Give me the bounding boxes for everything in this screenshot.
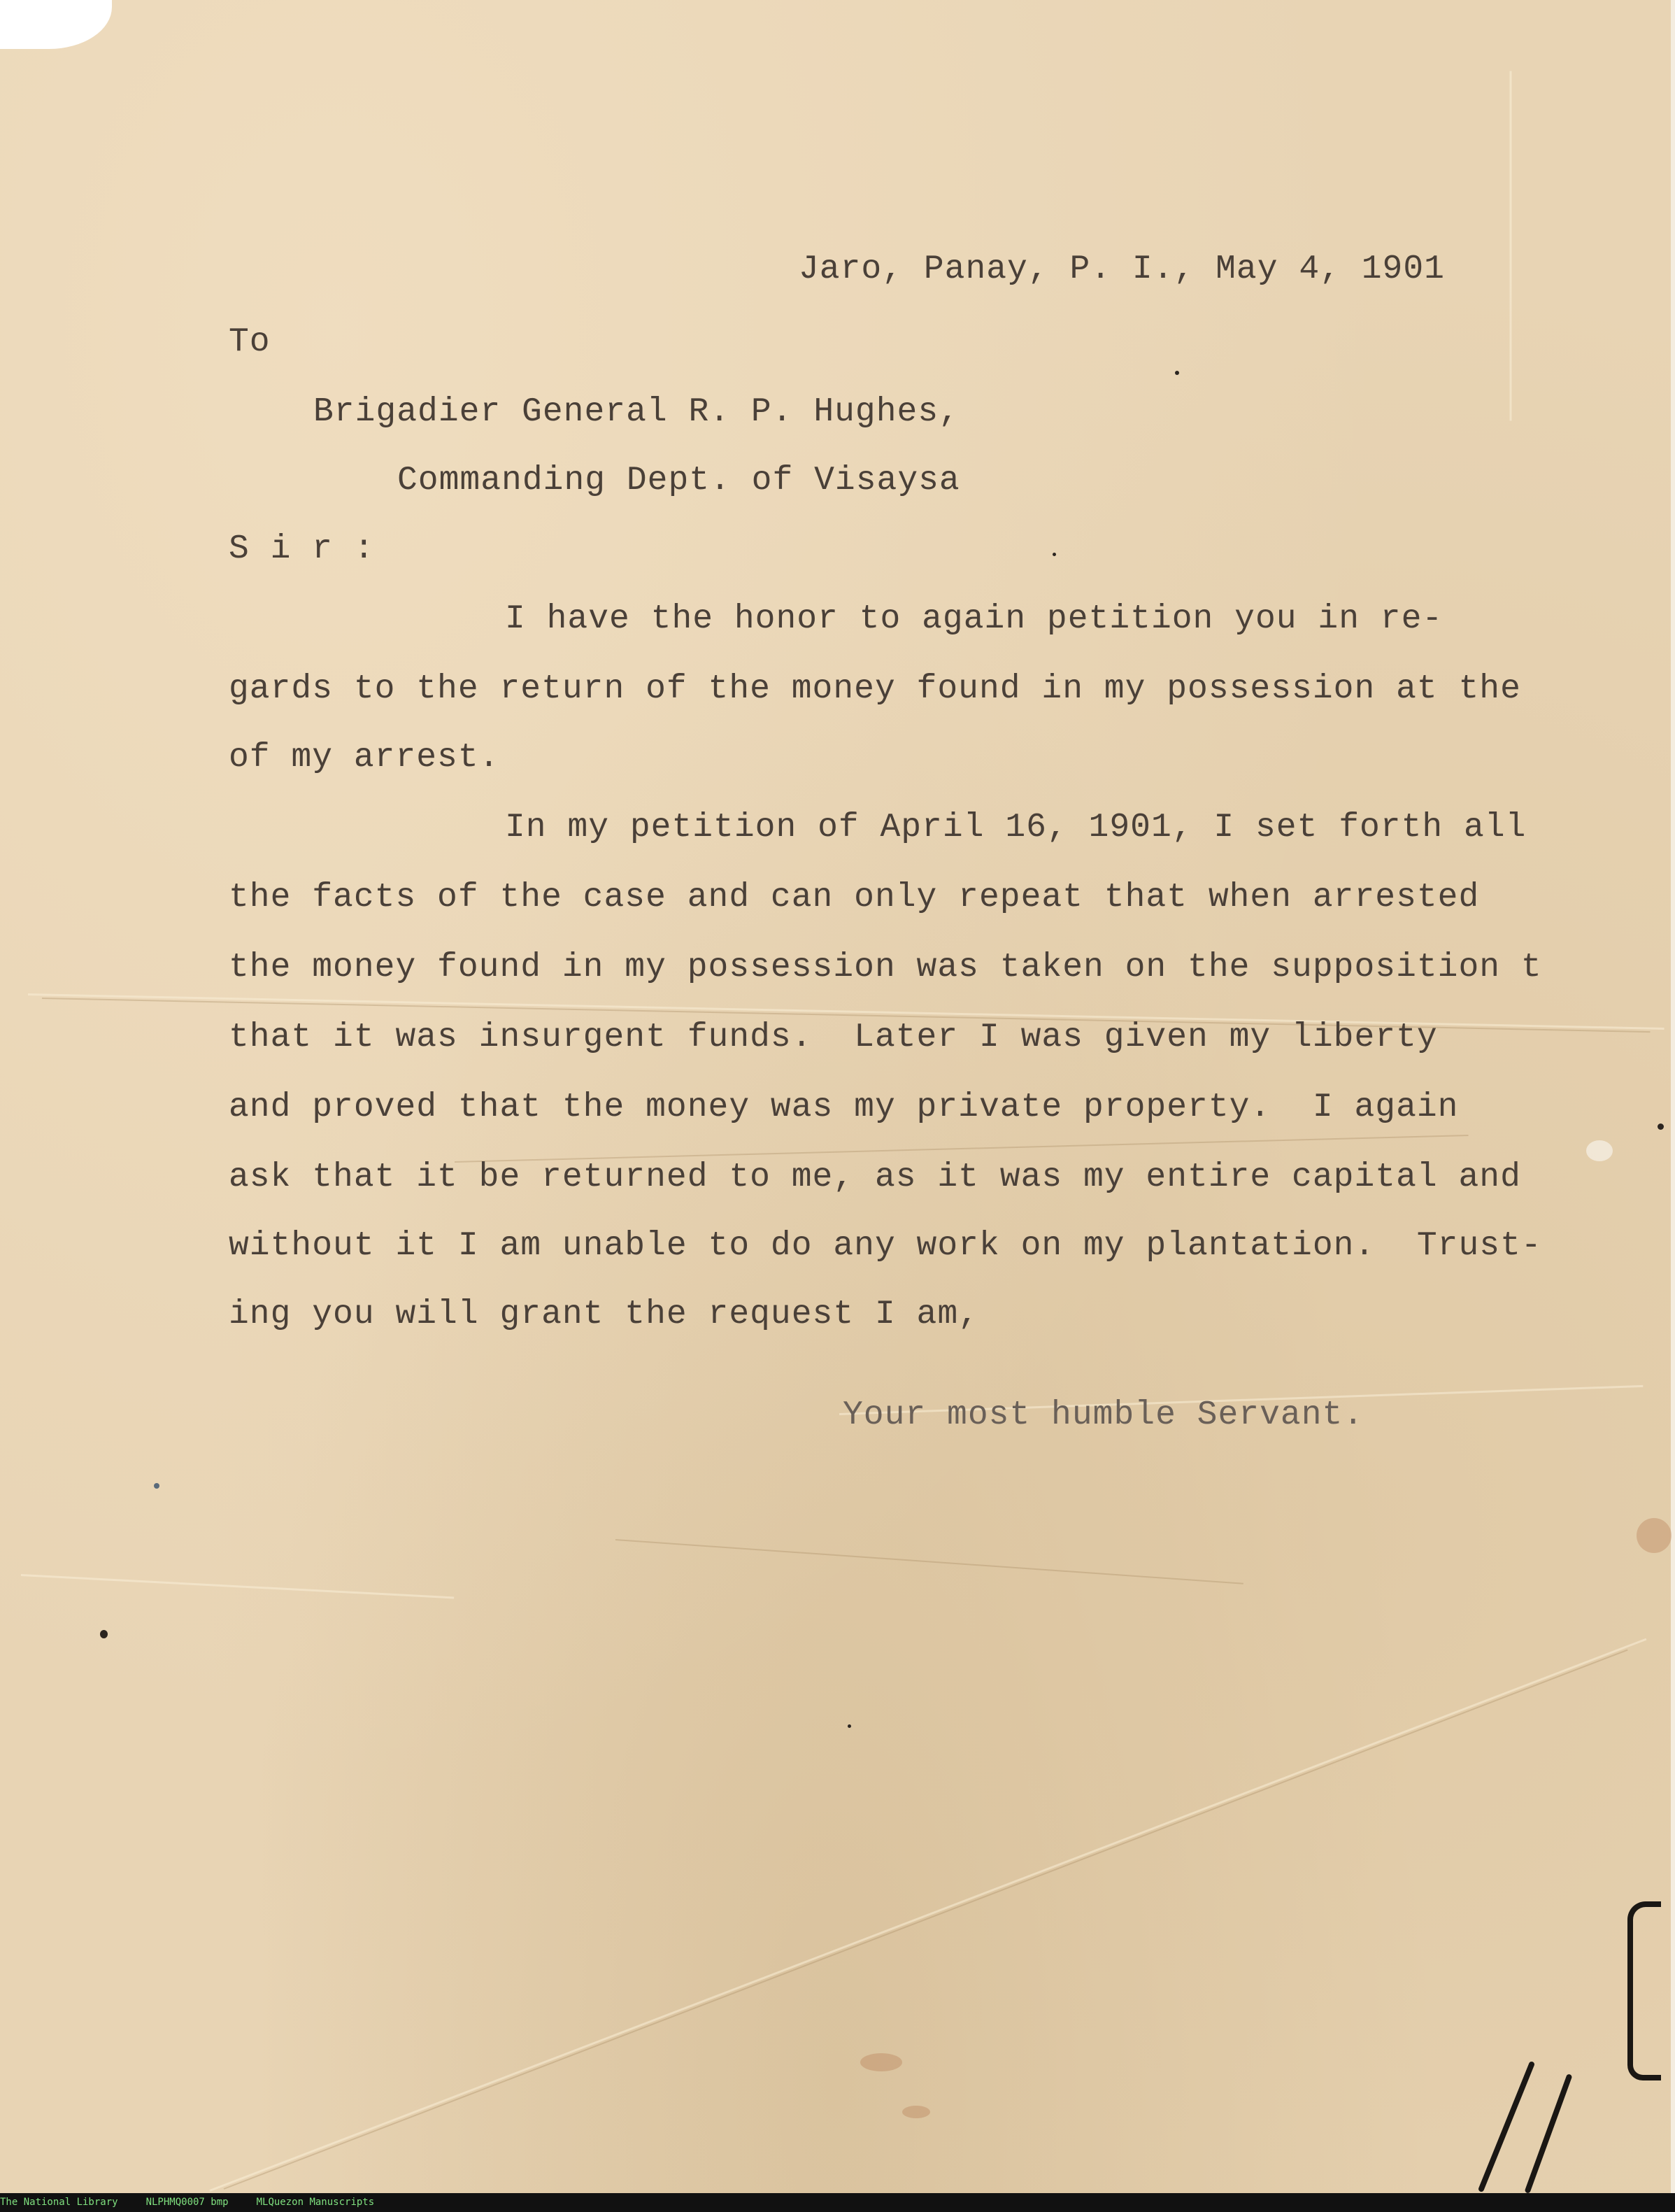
- ink-speck: [1658, 1123, 1664, 1130]
- closing: Your most humble Servant.: [843, 1396, 1364, 1434]
- stain: [1586, 1140, 1613, 1161]
- paper-edge: [1671, 0, 1675, 2193]
- handwritten-bracket: [1627, 1901, 1661, 2080]
- footer-collection: MLQuezon Manuscripts: [256, 2197, 375, 2208]
- handwritten-stroke: [1478, 2061, 1535, 2192]
- body-line: that it was insurgent funds. Later I was given my liberty: [229, 1019, 1438, 1056]
- body-line: of my arrest.: [229, 739, 500, 777]
- stain: [1637, 1518, 1672, 1553]
- torn-corner: [0, 0, 112, 49]
- paper-crease: [615, 1539, 1243, 1584]
- archive-footer: [0, 2193, 1675, 2212]
- paper-crease: [21, 1574, 454, 1598]
- ink-speck: [1053, 553, 1056, 556]
- dateline: Jaro, Panay, P. I., May 4, 1901: [799, 250, 1445, 288]
- salutation-sir: S i r :: [229, 530, 375, 568]
- body-line: ask that it be returned to me, as it was my entire capital and: [229, 1158, 1521, 1196]
- ink-speck: [100, 1630, 108, 1638]
- footer-library: The National Library: [0, 2197, 118, 2208]
- paper-crease: [1510, 71, 1512, 421]
- body-line: the money found in my possession was taken on the supposition t: [229, 949, 1542, 986]
- recipient-name: Brigadier General R. P. Hughes,: [313, 393, 960, 431]
- ink-speck: [154, 1483, 159, 1489]
- recipient-title: Commanding Dept. of Visaysa: [397, 462, 960, 499]
- ink-speck: [1175, 371, 1179, 375]
- handwritten-stroke: [1524, 2073, 1572, 2193]
- footer-file-id: NLPHMQ0007 bmp: [145, 2197, 229, 2208]
- body-line: gards to the return of the money found in my possession at the: [229, 670, 1521, 708]
- body-line: without it I am unable to do any work on my plantation. Trust-: [229, 1227, 1542, 1265]
- body-line: I have the honor to again petition you in re-: [505, 600, 1444, 638]
- stain: [860, 2053, 902, 2071]
- ink-speck: [848, 1724, 851, 1728]
- body-line: and proved that the money was my private property. I again: [229, 1089, 1459, 1126]
- body-line: ing you will grant the request I am,: [229, 1296, 979, 1333]
- stain: [902, 2106, 930, 2118]
- body-line: In my petition of April 16, 1901, I set forth all: [505, 809, 1527, 846]
- body-line: the facts of the case and can only repeat that when arrested: [229, 879, 1480, 916]
- salutation-to: To: [229, 323, 271, 361]
